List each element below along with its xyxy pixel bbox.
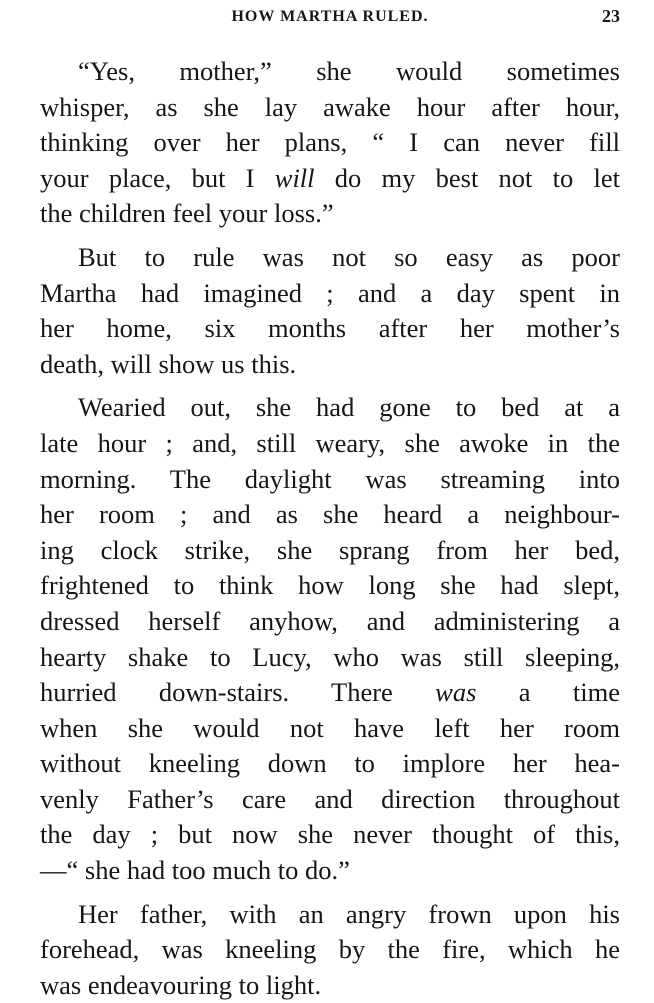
- page-number: 23: [602, 6, 620, 26]
- text-run: a time: [476, 677, 620, 708]
- text-line: —“ she had too much to do.”: [40, 855, 350, 886]
- text-line: death, will show us this.: [40, 348, 297, 379]
- italic-word: will: [274, 162, 315, 193]
- text-line: Martha had imagined ; and a day spent in: [40, 277, 620, 308]
- body-text: [40, 54, 620, 1003]
- text-line: Her father, with an angry frown upon his: [78, 898, 620, 929]
- paragraph-3: [40, 390, 620, 888]
- text-line: her home, six months after her mother’s: [40, 313, 620, 344]
- text-line: venly Father’s care and direction throughout: [40, 783, 620, 814]
- text-run: do my best not to let: [314, 162, 620, 193]
- paragraph-4: [40, 897, 620, 1003]
- text-line: the children feel your loss.”: [40, 198, 334, 229]
- text-line: whisper, as she lay awake hour after hour,: [40, 91, 620, 122]
- text-line: [40, 161, 620, 197]
- text-line: her room ; and as she heard a neighbour-: [40, 499, 620, 530]
- text-line: without kneeling down to implore her hea-: [40, 748, 620, 779]
- text-line: thinking over her plans, “ I can never fill: [40, 127, 620, 158]
- page-header: [40, 4, 620, 34]
- text-line: “Yes, mother,” she would sometimes: [78, 56, 620, 86]
- running-title: HOW MARTHA RULED.: [231, 8, 429, 25]
- paragraph-2: [40, 240, 620, 382]
- text-line: late hour ; and, still weary, she awoke in the: [40, 427, 620, 458]
- text-run: your place, but I: [40, 162, 275, 193]
- text-line: [40, 675, 620, 711]
- text-line: frightened to think how long she had slept,: [40, 570, 620, 601]
- text-line: when she would not have left her room: [40, 712, 620, 743]
- text-line: forehead, was kneeling by the fire, which he: [40, 934, 620, 965]
- text-line: ing clock strike, she sprang from her bed,: [40, 534, 620, 565]
- text-line: Wearied out, she had gone to bed at a: [78, 392, 620, 423]
- italic-word: was: [435, 677, 477, 708]
- paragraph-1: [40, 54, 620, 232]
- text-line: was endeavouring to light.: [40, 969, 322, 1000]
- text-line: hearty shake to Lucy, who was still sleeping,: [40, 641, 620, 672]
- text-line: But to rule was not so easy as poor: [78, 241, 620, 272]
- text-line: dressed herself anyhow, and administering a: [40, 605, 620, 636]
- text-line: morning. The daylight was streaming into: [40, 463, 620, 494]
- text-line: the day ; but now she never thought of this,: [40, 819, 620, 850]
- text-run: hurried down-stairs. There: [40, 677, 436, 708]
